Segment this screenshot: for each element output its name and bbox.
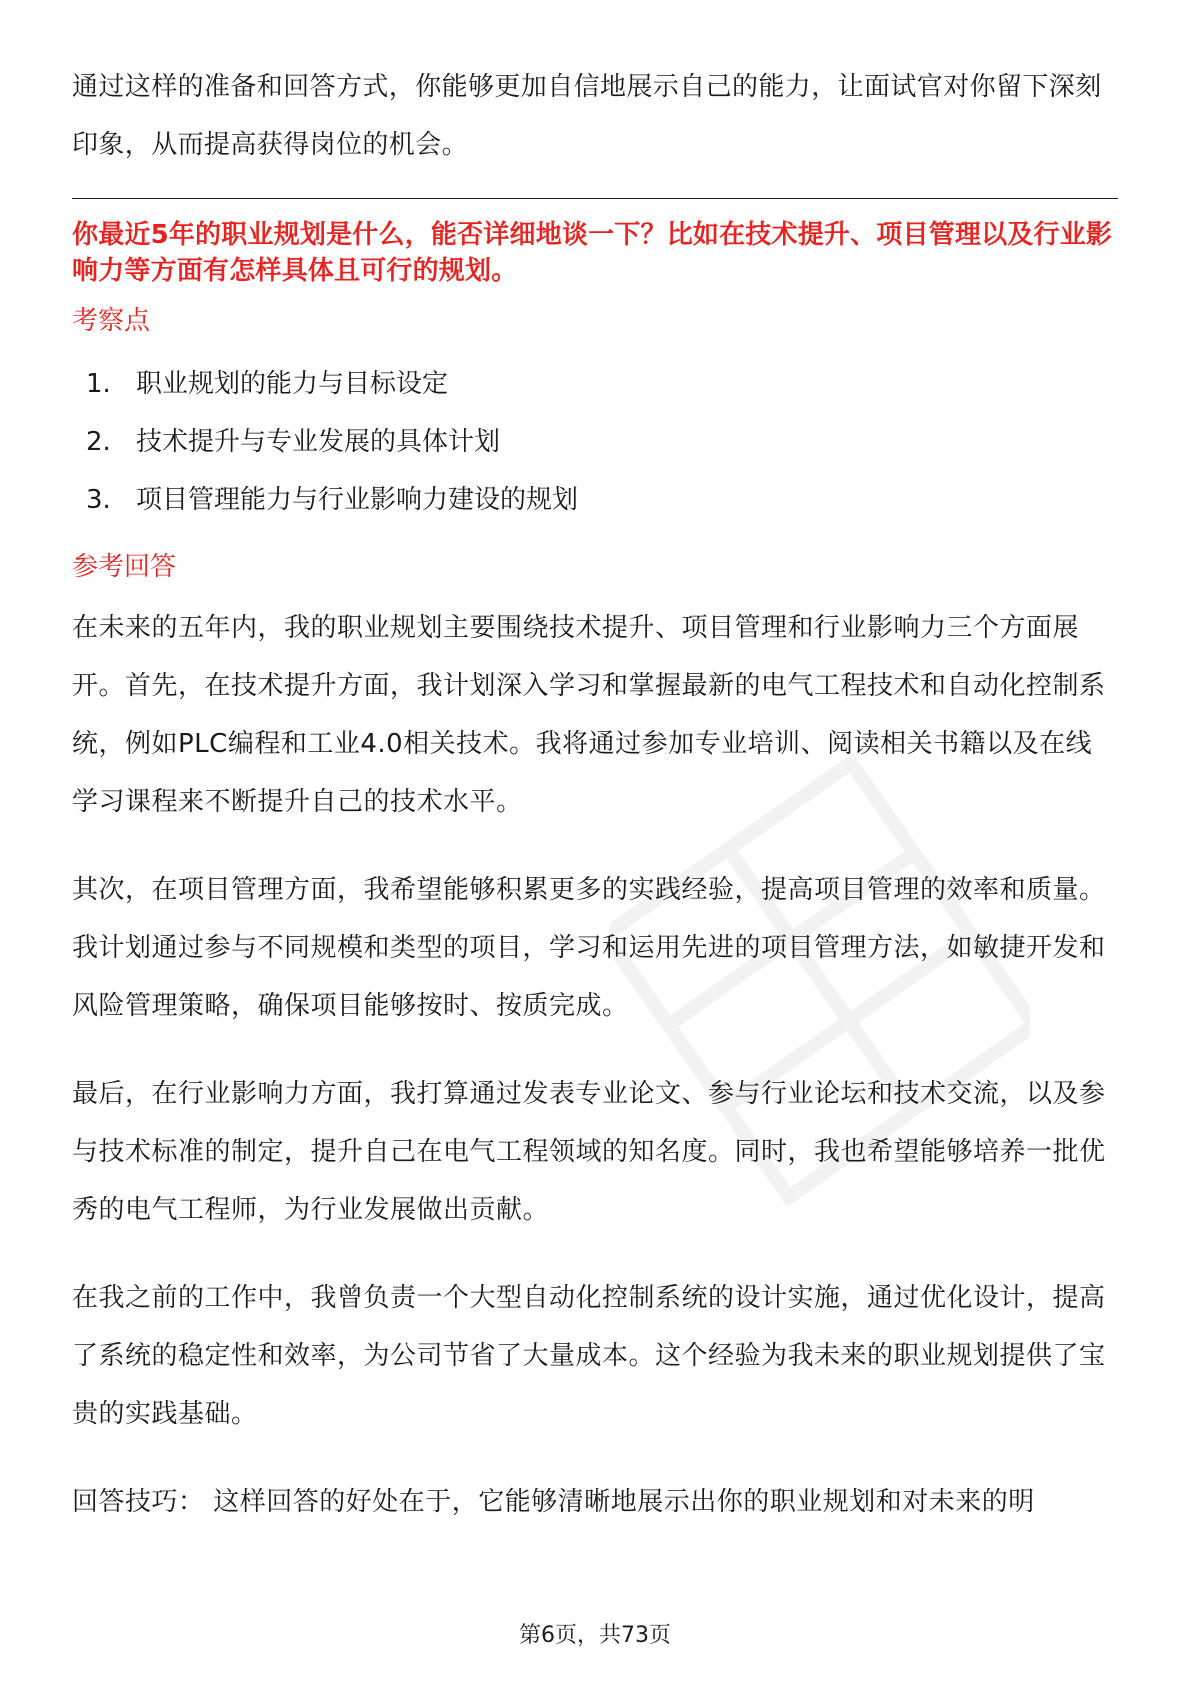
focus-title: 考察点 [72,306,151,336]
answer-paragraph-4: 在我之前的工作中，我曾负责一个大型自动化控制系统的设计实施，通过优化设计，提高了系统的稳定性和效率，为公司节省了大量成本。这个经验为我未来的职业规划提供了宝贵的实践基础。 [72,1283,1106,1429]
document-page [72,58,1118,1531]
focus-point-2 [72,413,1118,471]
focus-point-number: 3. [86,485,111,515]
answer-paragraph-2: 其次，在项目管理方面，我希望能够积累更多的实践经验，提高项目管理的效率和质量。我计划通过参与不同规模和类型的项目，学习和运用先进的项目管理方法，如敏捷开发和风险管理策略，确保项目能够按时、按质完成。 [72,875,1106,1021]
page-number-footer: 第6页，共73页 [519,1623,671,1648]
focus-point-text: 项目管理能力与行业影响力建设的规划 [136,485,579,515]
answer-body [72,599,1118,1531]
focus-point-text: 职业规划的能力与目标设定 [136,369,449,399]
answer-paragraph-1: 在未来的五年内，我的职业规划主要围绕技术提升、项目管理和行业影响力三个方面展开。首先，在技术提升方面，我计划深入学习和掌握最新的电气工程技术和自动化控制系统，例如PLC编程和工业4.0相关技术。我将通过参加专业培训、阅读相关书籍以及在线学习课程来不断提升自己的技术水平。 [72,613,1106,817]
focus-point-3 [72,471,1118,529]
focus-point-number: 2. [86,427,111,457]
focus-point-text: 技术提升与专业发展的具体计划 [136,427,501,457]
focus-point-1 [72,355,1118,413]
section-divider [72,198,1118,199]
answer-tip-paragraph: 回答技巧： 这样回答的好处在于，它能够清晰地展示出你的职业规划和对未来的明 [72,1487,1035,1517]
intro-paragraph: 通过这样的准备和回答方式，你能够更加自信地展示自己的能力，让面试官对你留下深刻印象，从而提高获得岗位的机会。 [72,72,1102,160]
answer-paragraph-3: 最后，在行业影响力方面，我打算通过发表专业论文、参与行业论坛和技术交流，以及参与技术标准的制定，提升自己在电气工程领域的知名度。同时，我也希望能够培养一批优秀的电气工程师，为行业发展做出贡献。 [72,1079,1106,1225]
focus-point-number: 1. [86,369,111,399]
focus-points-list [72,355,1118,529]
answer-title: 参考回答 [72,552,177,582]
question-heading: 你最近5年的职业规划是什么，能否详细地谈一下？比如在技术提升、项目管理以及行业影响力等方面有怎样具体且可行的规划。 [72,220,1113,286]
